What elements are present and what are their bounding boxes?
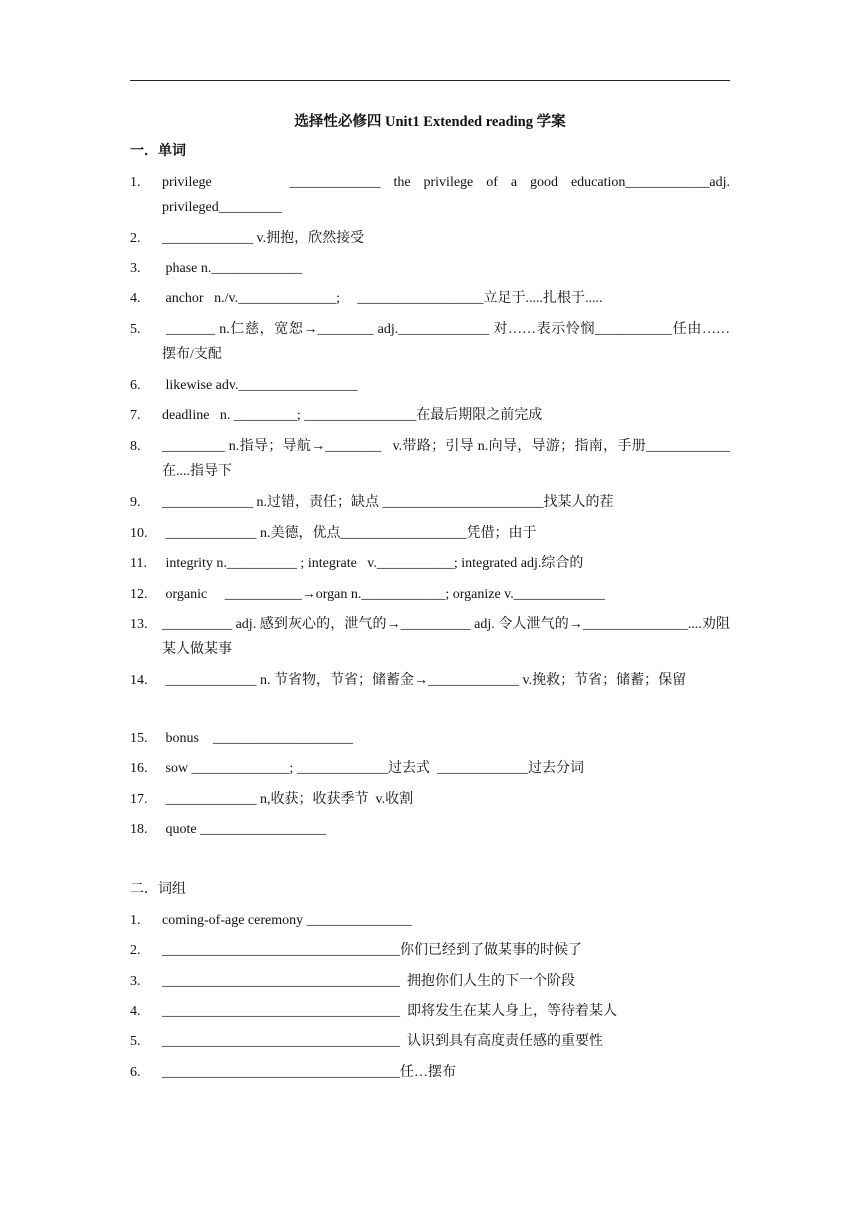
item-number: 17. [130, 792, 148, 807]
item-number: 7. [130, 408, 141, 423]
header-rule [130, 80, 730, 81]
item-text: phase n._____________ [162, 261, 303, 276]
item-number: 2. [130, 231, 141, 246]
item-number: 12. [130, 587, 148, 602]
item-text: _____________ n,收获；收获季节 v.收割 [162, 792, 414, 807]
item-text: __________________________________任…摆布 [162, 1065, 456, 1080]
item-number: 8. [130, 439, 141, 454]
item-text: organic ___________→organ n.____________; organize v._____________ [162, 587, 605, 602]
word-item [130, 317, 730, 367]
item-number: 1. [130, 175, 141, 190]
word-item [130, 756, 730, 781]
item-number: 6. [130, 378, 141, 393]
item-number: 9. [130, 495, 141, 510]
item-text: __________________________________ 认识到具有高度责任感的重要性 [162, 1034, 603, 1049]
item-number: 1. [130, 913, 141, 928]
section-heading-words: 一．单词 [130, 144, 186, 159]
phrase-item [130, 908, 730, 933]
item-text: privilege _____________ the privilege of a good education____________adj. privileged_________ [162, 175, 734, 215]
word-item [130, 551, 730, 576]
item-text: anchor n./v.______________; __________________立足于.....扎根于..... [162, 291, 603, 306]
item-text: _____________ n.过错，责任；缺点 _______________________找某人的茬 [162, 495, 614, 510]
item-number: 10. [130, 526, 148, 541]
word-item [130, 286, 730, 311]
word-item [130, 256, 730, 281]
item-number: 5. [130, 1034, 141, 1049]
item-number: 4. [130, 1004, 141, 1019]
phrase-item [130, 999, 730, 1024]
word-item [130, 726, 730, 751]
word-item [130, 612, 730, 662]
item-number: 2. [130, 943, 141, 958]
item-text: __________________________________ 拥抱你们人生的下一个阶段 [162, 974, 575, 989]
phrase-item [130, 1060, 730, 1085]
item-number: 11. [130, 556, 147, 571]
item-text: __________________________________你们已经到了做某事的时候了 [162, 943, 582, 958]
word-item [130, 668, 730, 693]
phrase-item [130, 938, 730, 963]
word-item [130, 434, 730, 484]
word-item [130, 490, 730, 515]
item-text: _______ n.仁慈，宽恕→________ adj._____________ 对……表示怜悯___________任由……摆布/支配 [162, 322, 731, 362]
section-heading-phrases: 二．词组 [130, 882, 186, 897]
document-title: 选择性必修四 Unit1 Extended reading 学案 [294, 114, 566, 130]
item-text: _____________ n.美德，优点__________________凭借；由于 [162, 526, 537, 541]
word-item [130, 226, 730, 251]
item-text: likewise adv._________________ [162, 378, 358, 393]
item-text: __________ adj. 感到灰心的，泄气的→__________ adj. 令人泄气的→_______________....劝阻某人做某事 [162, 617, 730, 657]
item-number: 4. [130, 291, 141, 306]
word-item [130, 817, 730, 842]
word-item [130, 521, 730, 546]
word-item [130, 787, 730, 812]
item-text: coming-of-age ceremony _______________ [162, 913, 412, 928]
item-number: 6. [130, 1065, 141, 1080]
word-item [130, 582, 730, 607]
item-number: 14. [130, 673, 148, 688]
phrase-item [130, 1029, 730, 1054]
item-text: integrity n.__________ ; integrate v.___________; integrated adj.综合的 [162, 556, 584, 571]
item-text: _____________ v.拥抱，欣然接受 [162, 231, 365, 246]
item-text: _____________ n. 节省物，节省；储蓄金→_____________ v.挽救；节省；储蓄；保留 [162, 673, 687, 688]
item-number: 15. [130, 731, 148, 746]
item-number: 3. [130, 974, 141, 989]
item-text: quote __________________ [162, 822, 327, 837]
item-number: 13. [130, 617, 148, 632]
word-item [130, 403, 730, 428]
item-number: 3. [130, 261, 141, 276]
phrase-item [130, 969, 730, 994]
item-number: 18. [130, 822, 148, 837]
word-item [130, 170, 734, 220]
item-text: deadline n. _________; ________________在最后期限之前完成 [162, 408, 543, 423]
word-item [130, 373, 730, 398]
item-text: sow ______________; _____________过去式 _____________过去分词 [162, 761, 584, 776]
item-text: __________________________________ 即将发生在某人身上，等待着某人 [162, 1004, 617, 1019]
item-number: 16. [130, 761, 148, 776]
item-text: bonus ____________________ [162, 731, 353, 746]
item-text: _________ n.指导；导航→________ v.带路；引导 n.向导，导游；指南，手册____________在....指导下 [162, 439, 730, 479]
item-number: 5. [130, 322, 141, 337]
